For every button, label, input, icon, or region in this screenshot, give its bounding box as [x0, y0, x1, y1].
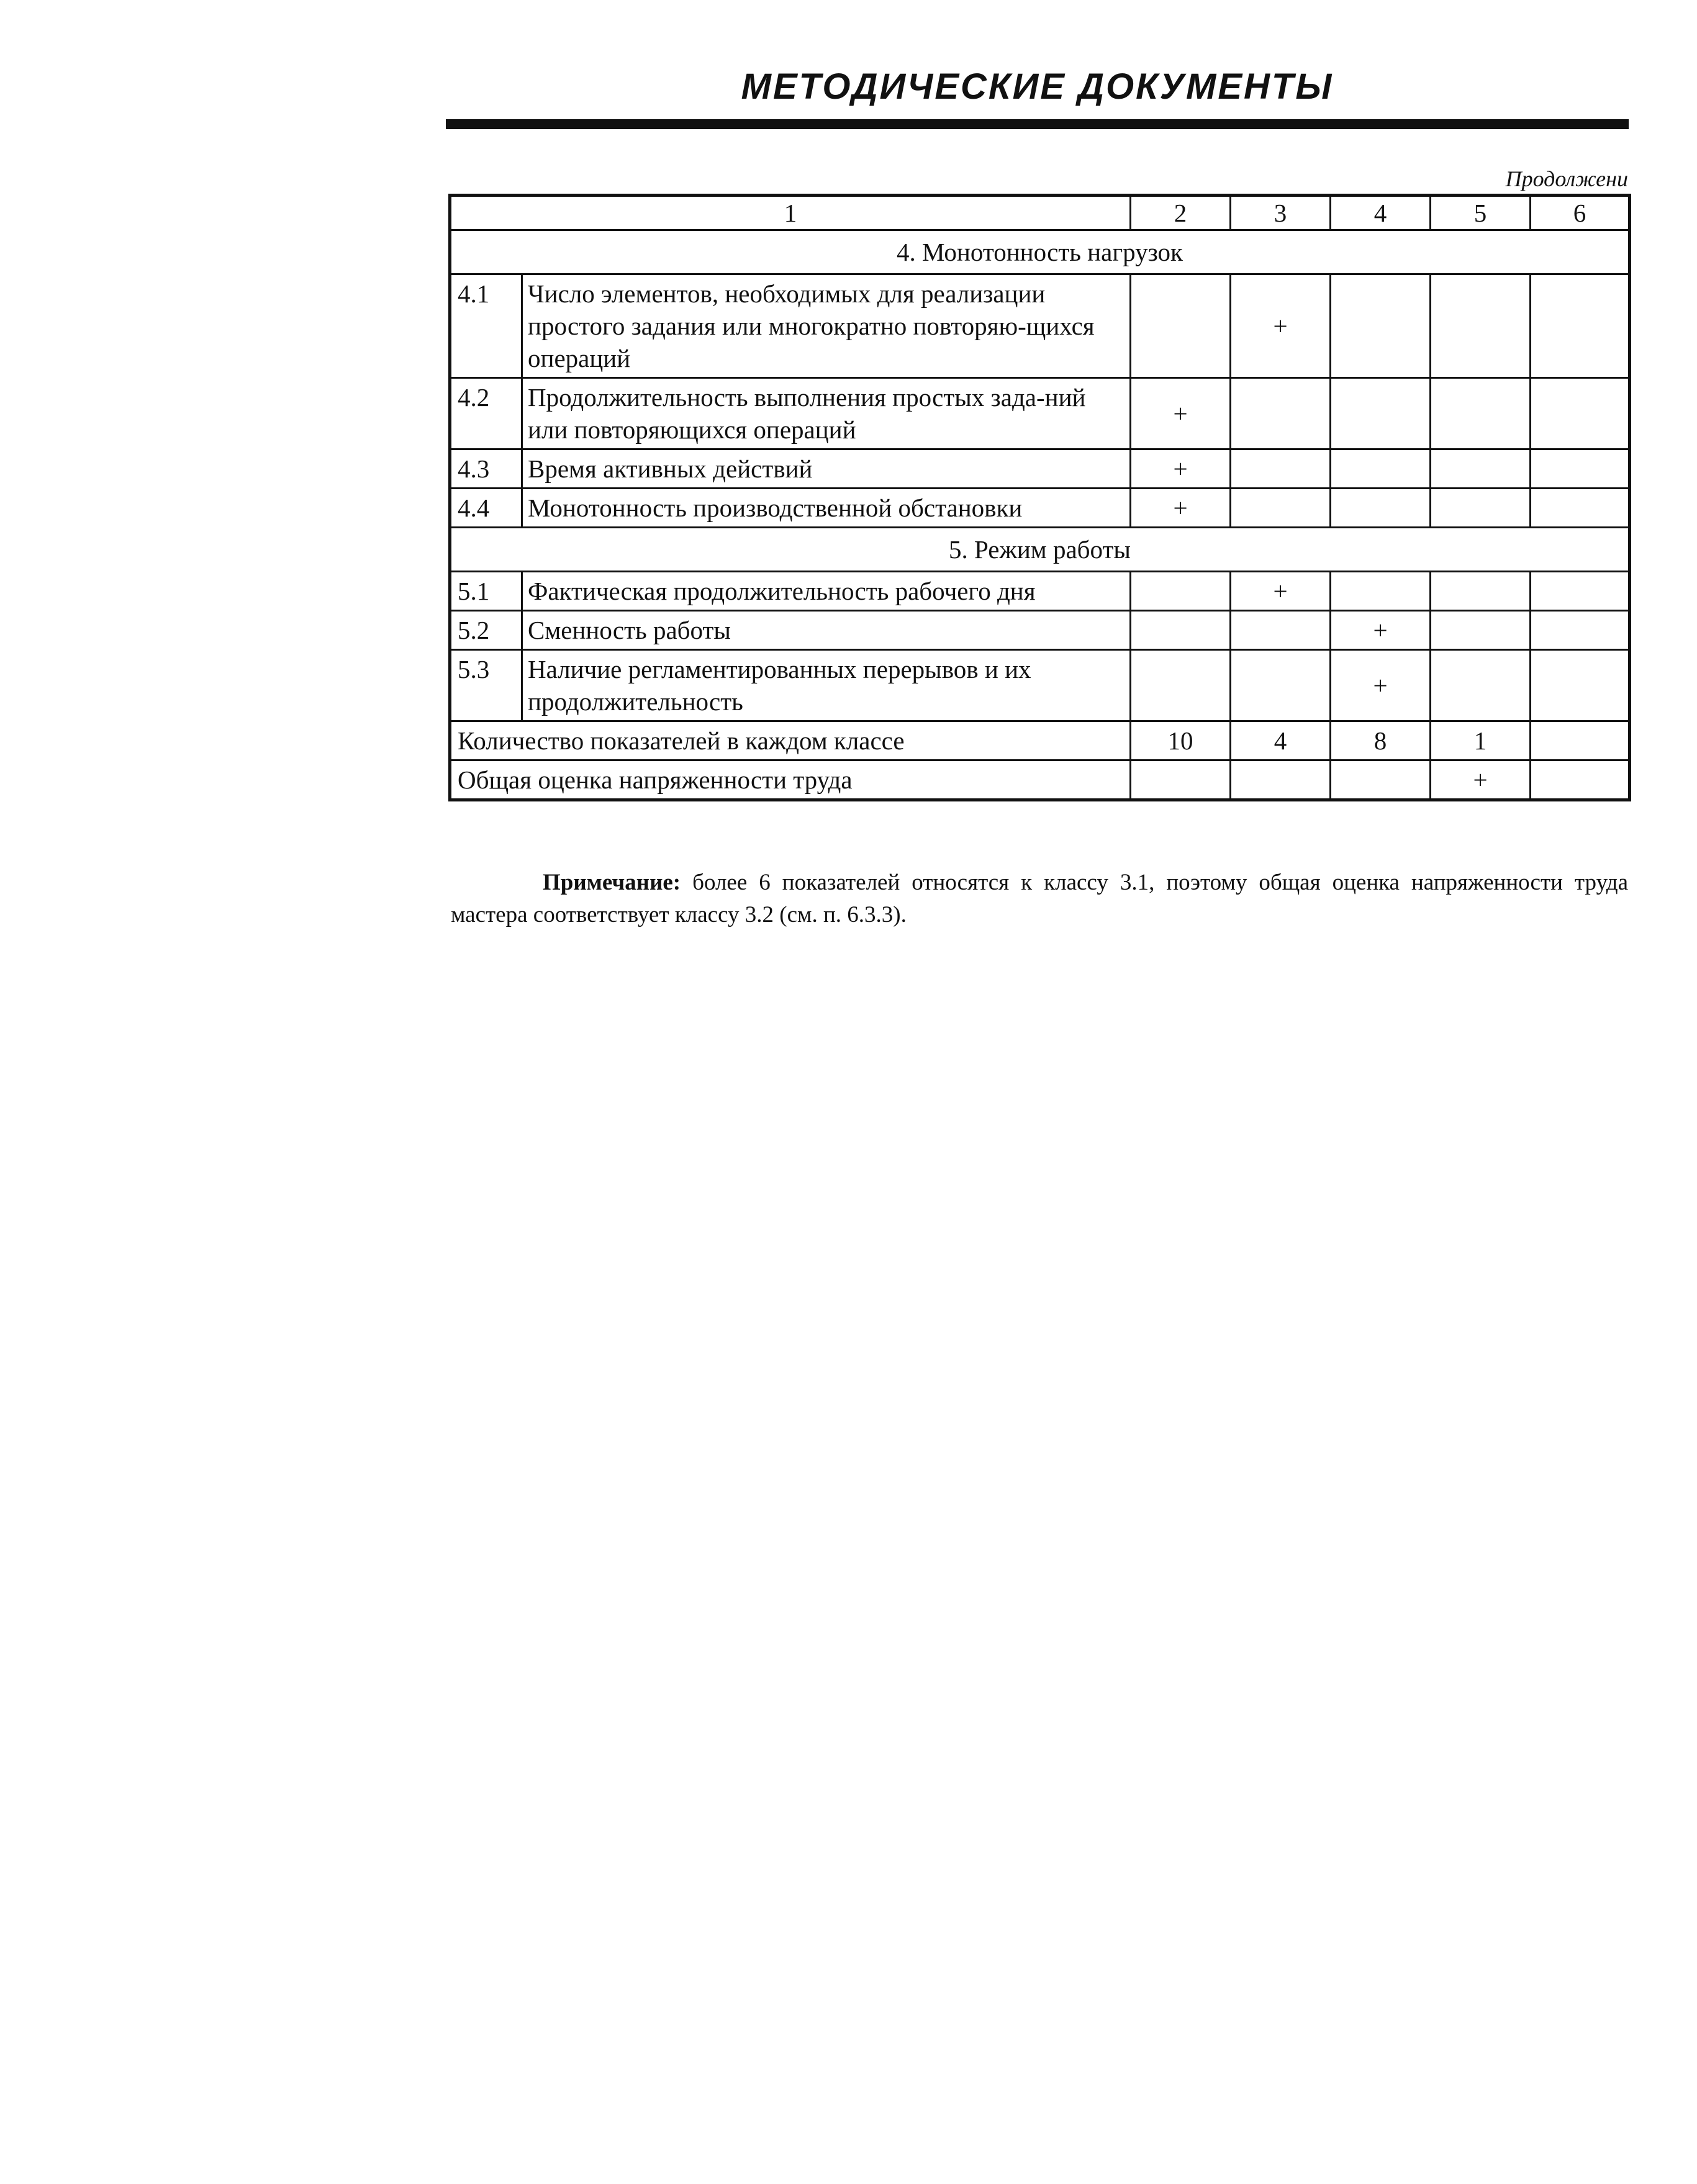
table-row: [450, 449, 1630, 489]
row-number: 5.3: [450, 650, 522, 721]
class-mark: [1531, 650, 1630, 721]
class-mark: [1131, 572, 1231, 611]
column-number: 6: [1531, 196, 1630, 230]
row-number: 5.2: [450, 611, 522, 650]
class-mark: +: [1131, 489, 1231, 528]
column-number-row: [450, 196, 1630, 230]
row-number: 5.1: [450, 572, 522, 611]
section-title: 5. Режим работы: [450, 528, 1630, 572]
table-note: [451, 867, 1628, 931]
class-mark: [1331, 378, 1431, 449]
class-mark: [1431, 489, 1531, 528]
page-title: МЕТОДИЧЕСКИЕ ДОКУМЕНТЫ: [741, 66, 1334, 107]
row-description: Время активных действий: [522, 449, 1131, 489]
table-row: [450, 489, 1630, 528]
header-rule: [446, 119, 1629, 129]
section-row: [450, 230, 1630, 274]
column-number: 3: [1231, 196, 1331, 230]
summary-label: Общая оценка напряженности труда: [450, 760, 1131, 800]
summary-label: Количество показателей в каждом классе: [450, 721, 1131, 760]
class-mark: [1531, 611, 1630, 650]
class-mark: [1431, 650, 1531, 721]
row-description: Продолжительность выполнения простых зада-ний или повторяющихся операций: [522, 378, 1131, 449]
summary-value: [1231, 760, 1331, 800]
row-description: Сменность работы: [522, 611, 1131, 650]
class-mark: [1231, 378, 1331, 449]
column-number: 2: [1131, 196, 1231, 230]
table-row: [450, 378, 1630, 449]
column-number: 1: [450, 196, 1131, 230]
section-row: [450, 528, 1630, 572]
class-mark: [1531, 274, 1630, 378]
assessment-table: [448, 194, 1631, 801]
table-row: [450, 611, 1630, 650]
column-number: 4: [1331, 196, 1431, 230]
note-text: более 6 показателей относятся к классу 3.1, поэтому общая оценка напряженности труда мастера соответствует классу 3.2 (см. п. 6.3.3).: [451, 870, 1628, 927]
row-number: 4.2: [450, 378, 522, 449]
row-description: Монотонность производственной обстановки: [522, 489, 1131, 528]
table-row: [450, 650, 1630, 721]
page-header: [446, 62, 1629, 132]
summary-value: 4: [1231, 721, 1331, 760]
class-mark: [1531, 378, 1630, 449]
summary-value: 10: [1131, 721, 1231, 760]
class-mark: [1431, 449, 1531, 489]
summary-value: 8: [1331, 721, 1431, 760]
summary-row: [450, 721, 1630, 760]
row-number: 4.4: [450, 489, 522, 528]
section-title: 4. Монотонность нагрузок: [450, 230, 1630, 274]
row-description: Число элементов, необходимых для реализации простого задания или многократно повторяю-щихся операций: [522, 274, 1131, 378]
summary-value: 1: [1431, 721, 1531, 760]
class-mark: +: [1231, 274, 1331, 378]
class-mark: [1131, 611, 1231, 650]
class-mark: +: [1231, 572, 1331, 611]
class-mark: [1231, 489, 1331, 528]
class-mark: [1531, 572, 1630, 611]
table-row: [450, 274, 1630, 378]
row-description: Наличие регламентированных перерывов и их продолжительность: [522, 650, 1131, 721]
class-mark: [1331, 489, 1431, 528]
summary-value: +: [1431, 760, 1531, 800]
class-mark: +: [1131, 378, 1231, 449]
class-mark: +: [1331, 650, 1431, 721]
class-mark: [1231, 611, 1331, 650]
continuation-label: Продолжени: [1505, 166, 1628, 191]
class-mark: [1331, 274, 1431, 378]
note-label: Примечание:: [543, 870, 681, 895]
class-mark: [1231, 449, 1331, 489]
class-mark: [1431, 611, 1531, 650]
class-mark: [1431, 572, 1531, 611]
class-mark: +: [1131, 449, 1231, 489]
summary-value: [1331, 760, 1431, 800]
class-mark: +: [1331, 611, 1431, 650]
class-mark: [1331, 449, 1431, 489]
class-mark: [1431, 378, 1531, 449]
class-mark: [1131, 650, 1231, 721]
summary-value: [1531, 721, 1630, 760]
class-mark: [1231, 650, 1331, 721]
row-number: 4.1: [450, 274, 522, 378]
class-mark: [1531, 449, 1630, 489]
class-mark: [1131, 274, 1231, 378]
row-description: Фактическая продолжительность рабочего дня: [522, 572, 1131, 611]
class-mark: [1531, 489, 1630, 528]
class-mark: [1331, 572, 1431, 611]
row-number: 4.3: [450, 449, 522, 489]
summary-value: [1131, 760, 1231, 800]
table-row: [450, 572, 1630, 611]
summary-value: [1531, 760, 1630, 800]
class-mark: [1431, 274, 1531, 378]
column-number: 5: [1431, 196, 1531, 230]
summary-row: [450, 760, 1630, 800]
